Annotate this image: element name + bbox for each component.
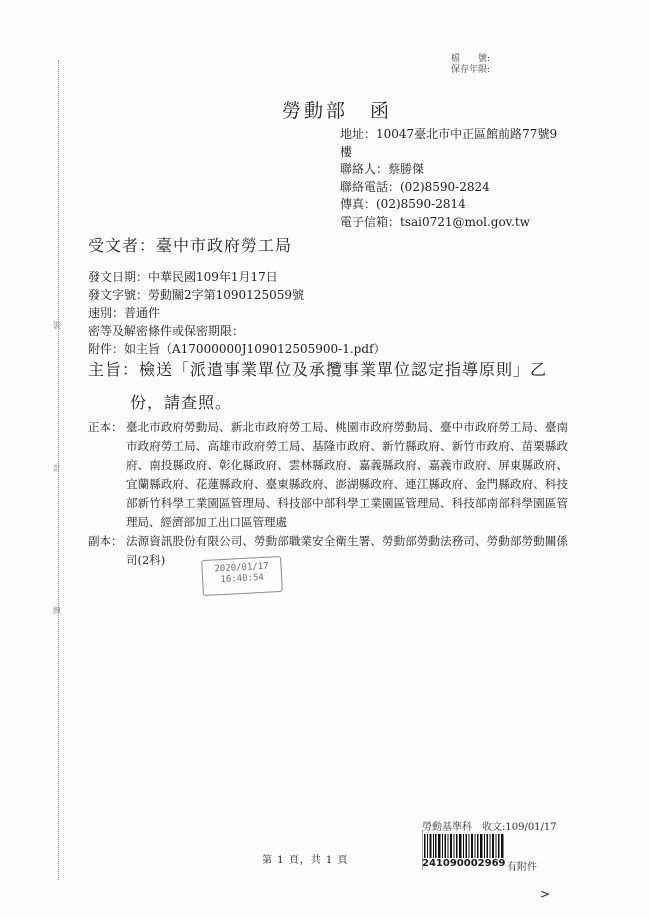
corner-mark: > xyxy=(540,887,551,901)
stamp-time: 16:40:54 xyxy=(220,572,265,586)
subject-block xyxy=(88,353,588,419)
receipt-stamp-text: 勞動基準科 收文:109/01/17 xyxy=(422,822,557,833)
document-number: 發文字號：勞動關2字第1090125059號 xyxy=(88,288,304,302)
document-title: 勞動部 函 xyxy=(282,100,393,122)
contact-phone: 聯絡電話：(02)8590-2824 xyxy=(340,179,490,194)
recipient: 受文者：臺中市政府勞工局 xyxy=(88,236,293,255)
distribution-block xyxy=(88,418,568,570)
copy-recipients-text: 法源資訊股份有限公司、勞動部職業安全衛生署、勞動部勞動法務司、勞動部勞動關係司(2科) xyxy=(126,534,568,567)
main-recipients xyxy=(88,418,568,532)
attachment-note: 有附件 xyxy=(507,862,537,873)
contact-fax: 傳真：(02)8590-2814 xyxy=(340,197,466,211)
binding-mark: 訂 xyxy=(53,464,61,473)
copy-recipients-label: 副本： xyxy=(88,534,123,548)
main-recipients-text: 臺北市政府勞動局、新北市政府勞工局、桃園市政府勞動局、臺中市政府勞工局、臺南市政府勞工局、高雄市政府勞工局、基隆市政府、新竹縣政府、新竹市政府、苗栗縣政府、南投縣政府、彰化縣政府、雲林縣政府、嘉義縣政府、嘉義市政府、屏東縣政府、宜蘭縣政府、花蓮縣政府、臺東縣政府、澎湖縣政府、連江縣政府、金門縣政府、科技部新竹科學工業園區管理局、科技部中部科學工業園區管理局、科技部南部科學園區管理局、經濟部加工出口區管理處 xyxy=(126,420,568,529)
document-meta xyxy=(88,268,385,358)
electronic-receipt-stamp xyxy=(201,556,283,596)
address-line: 地址：10047臺北市中正區館前路77號9 xyxy=(340,127,558,141)
main-recipients-label: 正本： xyxy=(88,420,123,434)
barcode xyxy=(424,834,504,858)
delivery-speed: 速別：普通件 xyxy=(88,306,161,320)
binding-mark: 裝 xyxy=(53,321,61,330)
page-number: 第 1 頁，共 1 頁 xyxy=(262,855,349,866)
subject-line-cont: 份，請查照。 xyxy=(130,393,233,412)
copy-recipients xyxy=(88,532,568,570)
stamp-date: 2020/01/17 xyxy=(214,561,269,575)
file-number-label: 檔 號: xyxy=(450,54,490,64)
binding-mark: 線 xyxy=(53,606,61,615)
attachment-line: 附件：如主旨（A17000000J109012505900-1.pdf） xyxy=(88,342,386,356)
security-level: 密等及解密條件或保密期限： xyxy=(88,324,245,338)
contact-person: 聯絡人：蔡勝傑 xyxy=(340,162,425,176)
issue-date: 發文日期：中華民國109年1月17日 xyxy=(88,270,278,284)
retention-period-label: 保存年限: xyxy=(450,65,490,75)
subject-line: 主旨：檢送「派遣事業單位及承攬事業單位認定指導原則」乙 xyxy=(88,360,548,379)
contact-block xyxy=(340,126,590,231)
address-line-cont: 樓 xyxy=(340,144,353,159)
contact-email: 電子信箱：tsai0721@mol.gov.tw xyxy=(340,214,530,229)
barcode-number: 241090002969 xyxy=(422,858,506,869)
